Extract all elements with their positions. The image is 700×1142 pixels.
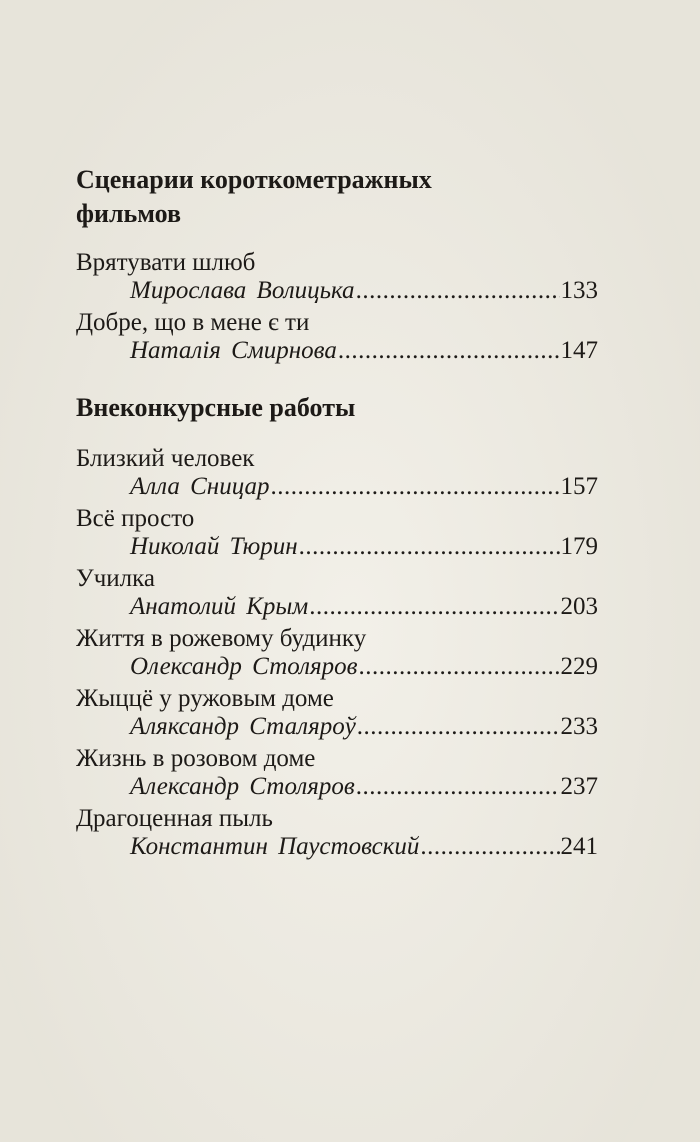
entry-page-number: 203 [560, 593, 598, 620]
entry-author-line [76, 713, 598, 741]
entry-page-number: 241 [560, 833, 598, 860]
entry-page-number: 237 [560, 773, 598, 800]
toc-entry [76, 565, 598, 621]
dot-leader [359, 653, 560, 681]
entry-title: Близкий человек [76, 445, 255, 472]
entry-author: Николай Тюрин [130, 533, 298, 560]
entry-author-line [76, 773, 598, 801]
entry-page-number: 233 [560, 713, 598, 740]
entry-author-line [76, 833, 598, 861]
entry-title: Життя в рожевому будинку [76, 625, 367, 652]
toc-entry [76, 249, 598, 305]
section-title-line: Сценарии короткометражных [76, 165, 432, 194]
entry-author: Мирослава Волицька [130, 277, 355, 304]
entry-author: Анатолий Крым [130, 593, 309, 620]
table-of-contents [76, 163, 598, 865]
entry-page-number: 179 [560, 533, 598, 560]
toc-entry [76, 745, 598, 801]
entry-author-line [76, 337, 598, 365]
dot-leader [338, 337, 560, 365]
section-title [76, 163, 598, 231]
toc-entry [76, 309, 598, 365]
entry-title: Добре, що в мене є ти [76, 309, 310, 336]
dot-leader [357, 713, 560, 741]
dot-leader [309, 593, 559, 621]
section-title-line: фильмов [76, 199, 182, 228]
entry-title: Всё просто [76, 505, 195, 532]
dot-leader [356, 277, 560, 305]
entry-title: Жизнь в розовом доме [76, 745, 316, 772]
toc-entry [76, 685, 598, 741]
entry-page-number: 147 [560, 337, 598, 364]
dot-leader [271, 473, 560, 501]
section-title-line: Внеконкурсные работы [76, 393, 356, 422]
entry-title: Жыццё у ружовым доме [76, 685, 334, 712]
entry-author-line [76, 277, 598, 305]
entry-page-number: 133 [560, 277, 598, 304]
dot-leader [420, 833, 559, 861]
toc-entry [76, 505, 598, 561]
entry-author-line [76, 473, 598, 501]
entry-author: Александр Столяров [130, 773, 355, 800]
dot-leader [299, 533, 560, 561]
dot-leader [356, 773, 560, 801]
section-title [76, 391, 598, 425]
toc-entry [76, 445, 598, 501]
entry-author-line [76, 533, 598, 561]
entry-author-line [76, 593, 598, 621]
section-short-films [76, 163, 598, 365]
entry-author: Алла Сницар [130, 473, 270, 500]
entry-title: Драгоценная пыль [76, 805, 273, 832]
entry-author-line [76, 653, 598, 681]
entry-title: Училка [76, 565, 155, 592]
entry-title: Врятувати шлюб [76, 249, 256, 276]
entry-author: Константин Паустовский [130, 833, 420, 860]
section-out-of-competition [76, 391, 598, 861]
toc-entry [76, 625, 598, 681]
entry-page-number: 157 [560, 473, 598, 500]
toc-entry [76, 805, 598, 861]
entry-author: Олександр Столяров [130, 653, 358, 680]
entry-author: Аляксандр Сталяроў [130, 713, 356, 740]
entry-page-number: 229 [560, 653, 598, 680]
entry-author: Наталія Смирнова [130, 337, 337, 364]
